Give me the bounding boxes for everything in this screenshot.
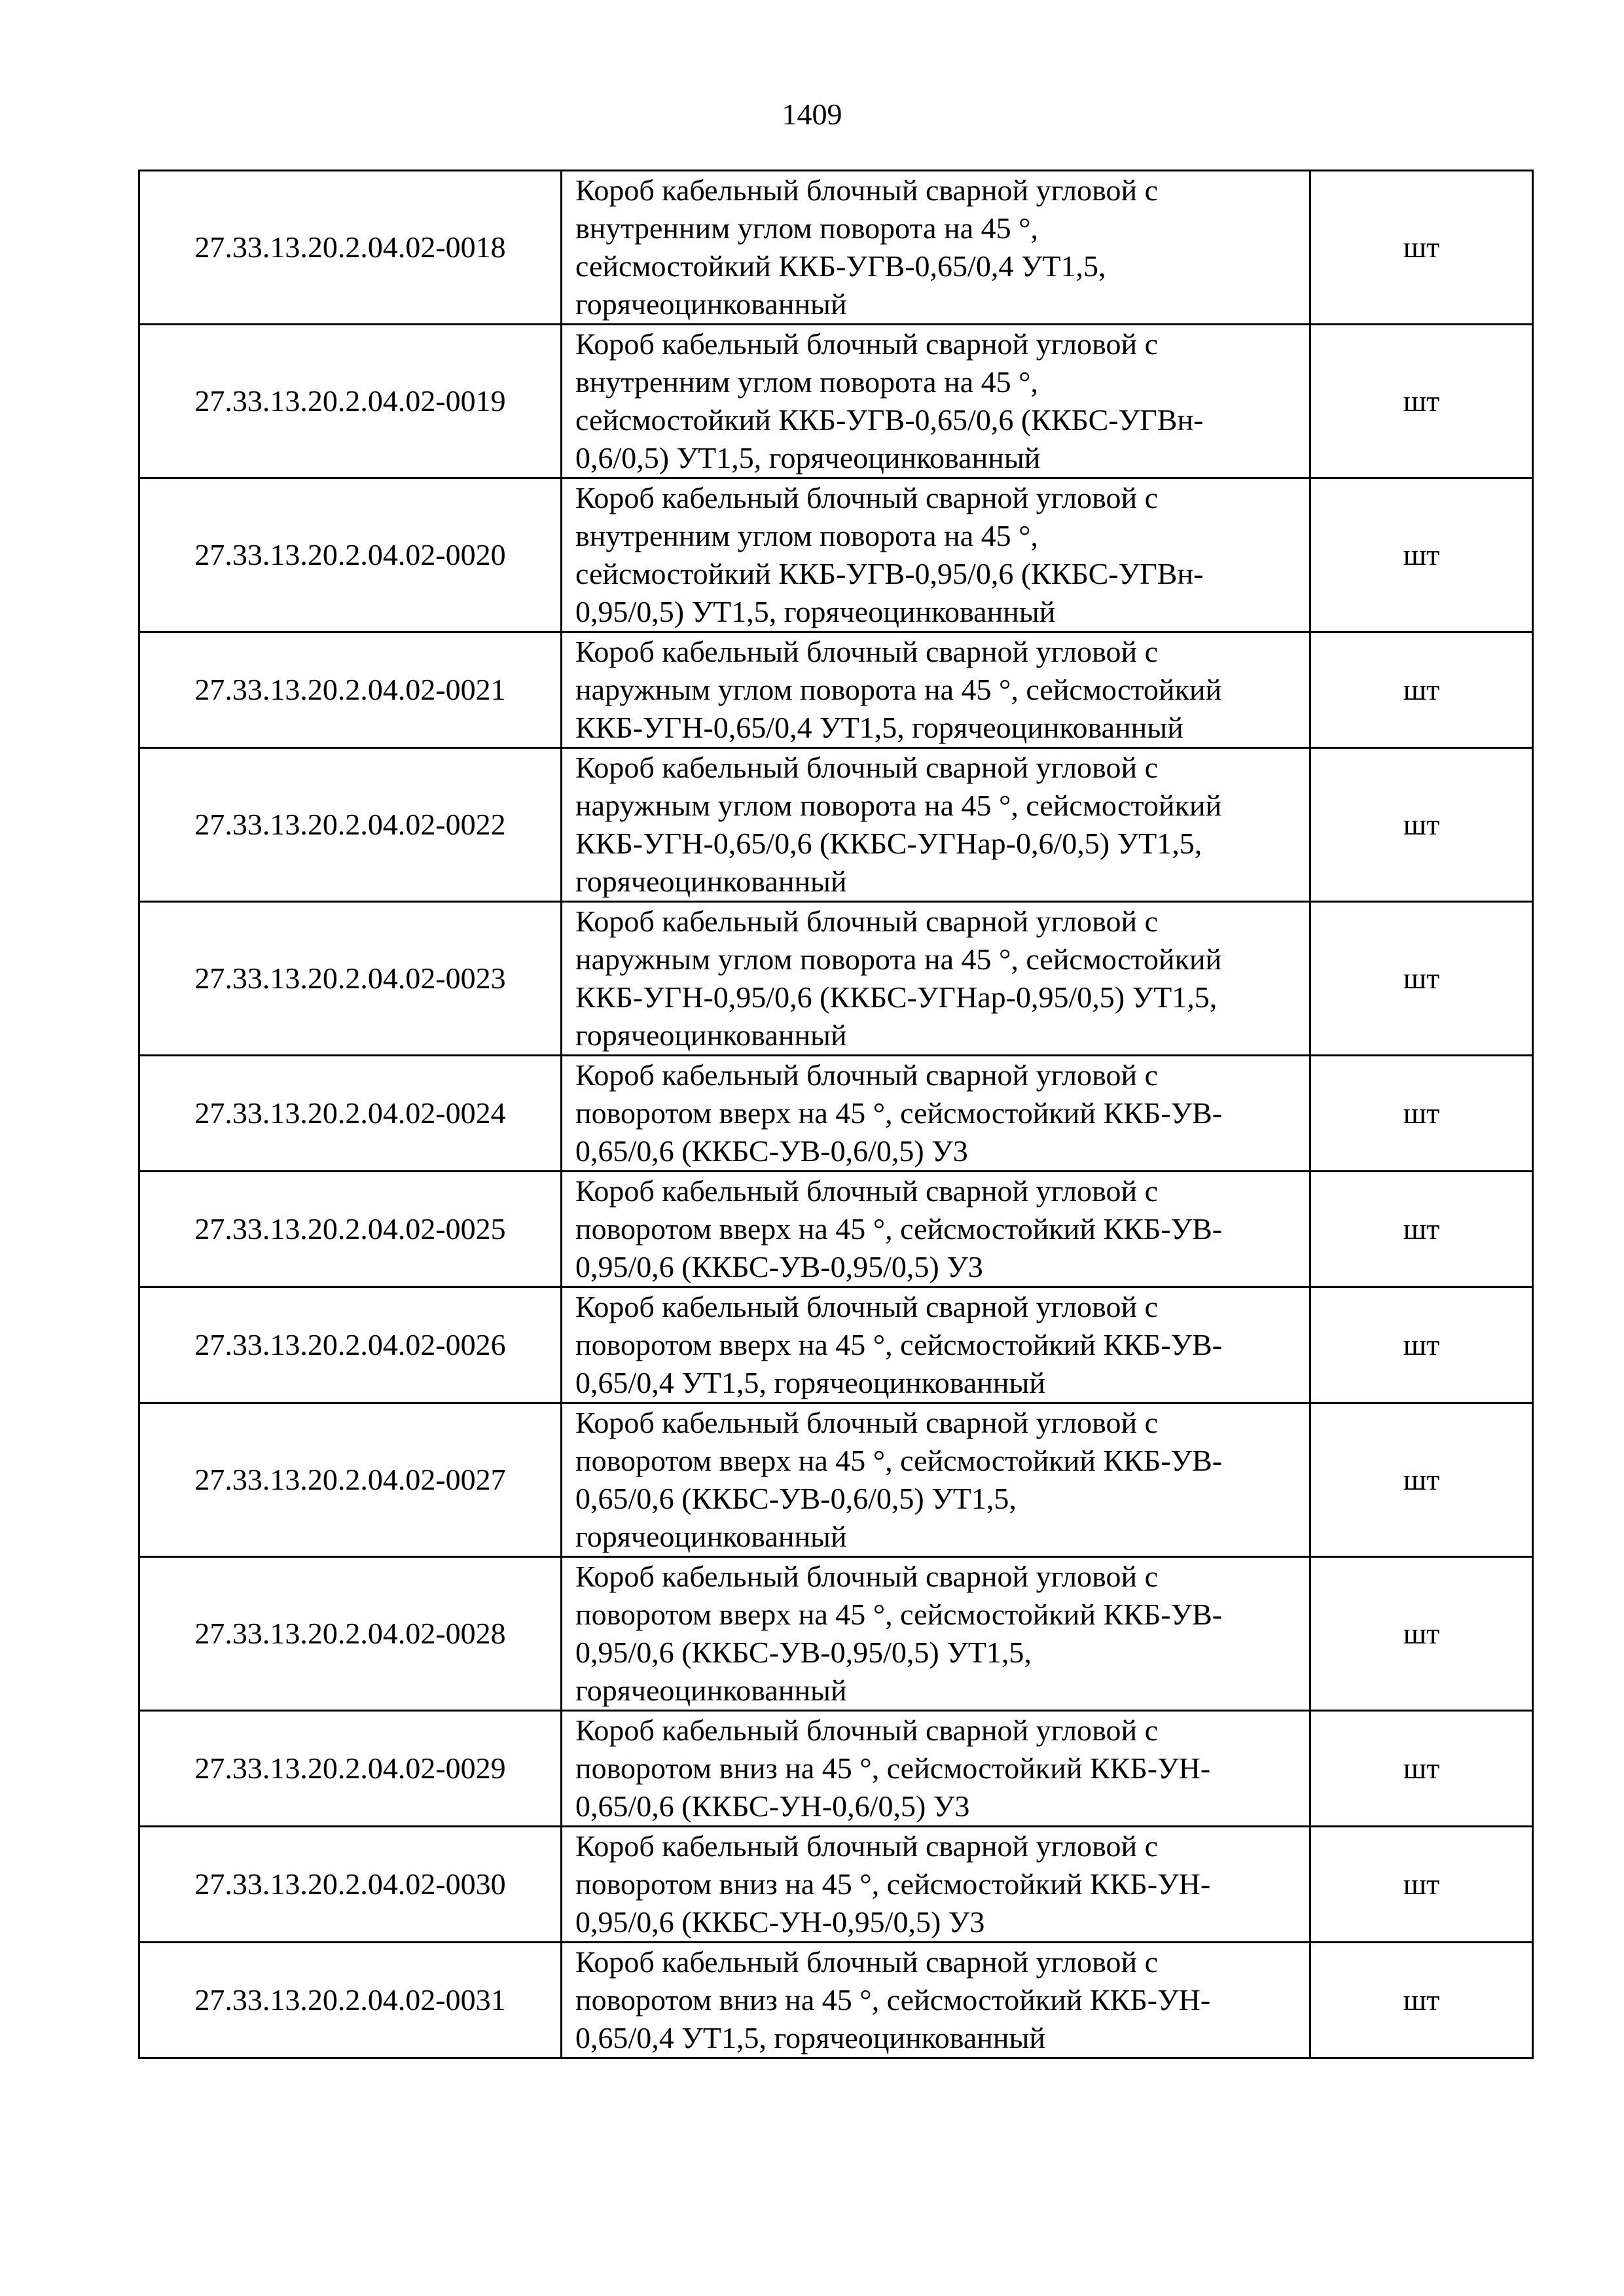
item-unit-cell: шт [1310, 1403, 1533, 1557]
item-name-cell [562, 1557, 1310, 1711]
item-code-cell: 27.33.13.20.2.04.02-0028 [139, 1557, 562, 1711]
item-name-line: 0,65/0,4 УТ1,5, горячеоцинкованный [575, 1366, 1046, 1399]
item-unit-cell: шт [1310, 1056, 1533, 1172]
item-unit-cell: шт [1310, 1827, 1533, 1943]
item-unit-cell: шт [1310, 748, 1533, 902]
item-unit-cell: шт [1310, 1287, 1533, 1403]
item-unit-cell: шт [1310, 632, 1533, 748]
item-name-line: поворотом вниз на 45 °, сейсмостойкий ККБ-УН- [575, 1751, 1211, 1785]
item-unit-cell: шт [1310, 902, 1533, 1056]
item-code-cell: 27.33.13.20.2.04.02-0031 [139, 1943, 562, 2058]
item-code-cell: 27.33.13.20.2.04.02-0025 [139, 1172, 562, 1287]
item-name-line: сейсмостойкий ККБ-УГВ-0,65/0,4 УТ1,5, [575, 249, 1106, 283]
item-name-line: Короб кабельный блочный сварной угловой с [575, 1058, 1159, 1092]
item-name-line: 0,95/0,5) УТ1,5, горячеоцинкованный [575, 595, 1056, 628]
item-name-line: горячеоцинкованный [575, 1018, 847, 1052]
item-name-line: Короб кабельный блочный сварной угловой с [575, 1174, 1159, 1208]
item-code-cell: 27.33.13.20.2.04.02-0021 [139, 632, 562, 748]
item-name-line: наружным углом поворота на 45 °, сейсмостойкий [575, 673, 1222, 706]
item-name-line: Короб кабельный блочный сварной угловой с [575, 481, 1159, 514]
items-table-body [139, 171, 1533, 2058]
table-row [139, 478, 1533, 632]
table-row [139, 1403, 1533, 1557]
table-row [139, 1172, 1533, 1287]
item-name-cell [562, 748, 1310, 902]
table-row [139, 325, 1533, 478]
item-code-cell: 27.33.13.20.2.04.02-0030 [139, 1827, 562, 1943]
item-name-cell [562, 1056, 1310, 1172]
item-name-line: горячеоцинкованный [575, 865, 847, 898]
item-unit-cell: шт [1310, 478, 1533, 632]
item-unit-cell: шт [1310, 1557, 1533, 1711]
item-unit-cell: шт [1310, 1172, 1533, 1287]
item-name-cell [562, 1172, 1310, 1287]
table-row [139, 748, 1533, 902]
item-name-line: Короб кабельный блочный сварной угловой с [575, 1290, 1159, 1323]
item-name-line: ККБ-УГН-0,65/0,6 (ККБС-УГНар-0,6/0,5) УТ1,5, [575, 827, 1202, 860]
item-name-cell [562, 171, 1310, 325]
item-name-line: поворотом вверх на 45 °, сейсмостойкий ККБ-УВ- [575, 1212, 1223, 1246]
item-unit-cell: шт [1310, 1943, 1533, 2058]
page-number: 1409 [782, 98, 842, 131]
item-name-line: горячеоцинкованный [575, 1674, 847, 1707]
item-code-cell: 27.33.13.20.2.04.02-0029 [139, 1711, 562, 1827]
item-name-cell [562, 1943, 1310, 2058]
table-row [139, 1943, 1533, 2058]
item-name-line: сейсмостойкий ККБ-УГВ-0,95/0,6 (ККБС-УГВн- [575, 557, 1204, 590]
table-row [139, 632, 1533, 748]
item-name-line: Короб кабельный блочный сварной угловой с [575, 1406, 1159, 1439]
item-name-line: внутренним углом поворота на 45 °, [575, 211, 1039, 245]
item-name-line: Короб кабельный блочный сварной угловой с [575, 751, 1159, 784]
table-row [139, 1056, 1533, 1172]
item-name-line: внутренним углом поворота на 45 °, [575, 365, 1039, 399]
item-code-cell: 27.33.13.20.2.04.02-0023 [139, 902, 562, 1056]
item-name-line: поворотом вверх на 45 °, сейсмостойкий ККБ-УВ- [575, 1598, 1223, 1631]
item-name-line: горячеоцинкованный [575, 287, 847, 321]
item-name-cell [562, 1403, 1310, 1557]
item-name-cell [562, 478, 1310, 632]
items-table [138, 170, 1534, 2059]
table-row [139, 1827, 1533, 1943]
item-name-cell [562, 902, 1310, 1056]
item-code-cell: 27.33.13.20.2.04.02-0027 [139, 1403, 562, 1557]
item-name-line: Короб кабельный блочный сварной угловой с [575, 173, 1159, 207]
item-name-line: поворотом вниз на 45 °, сейсмостойкий ККБ-УН- [575, 1983, 1211, 2017]
item-name-line: Короб кабельный блочный сварной угловой с [575, 327, 1159, 361]
item-name-line: Короб кабельный блочный сварной угловой с [575, 905, 1159, 938]
item-name-line: поворотом вверх на 45 °, сейсмостойкий ККБ-УВ- [575, 1444, 1223, 1477]
item-name-line: горячеоцинкованный [575, 1520, 847, 1553]
item-name-line: 0,65/0,6 (ККБС-УВ-0,6/0,5) УТ1,5, [575, 1482, 1017, 1515]
item-name-line: поворотом вверх на 45 °, сейсмостойкий ККБ-УВ- [575, 1328, 1223, 1361]
item-name-line: поворотом вверх на 45 °, сейсмостойкий ККБ-УВ- [575, 1096, 1223, 1130]
item-code-cell: 27.33.13.20.2.04.02-0019 [139, 325, 562, 478]
item-name-cell [562, 1711, 1310, 1827]
item-name-line: ККБ-УГН-0,65/0,4 УТ1,5, горячеоцинкованный [575, 711, 1183, 744]
item-name-line: 0,95/0,6 (ККБС-УВ-0,95/0,5) УТ1,5, [575, 1636, 1032, 1669]
table-row [139, 902, 1533, 1056]
item-name-cell [562, 1827, 1310, 1943]
item-name-line: Короб кабельный блочный сварной угловой с [575, 1560, 1159, 1593]
item-name-line: наружным углом поворота на 45 °, сейсмостойкий [575, 942, 1222, 976]
item-name-line: 0,6/0,5) УТ1,5, горячеоцинкованный [575, 441, 1041, 475]
item-code-cell: 27.33.13.20.2.04.02-0020 [139, 478, 562, 632]
item-name-cell [562, 632, 1310, 748]
table-row [139, 171, 1533, 325]
item-name-line: ККБ-УГН-0,95/0,6 (ККБС-УГНар-0,95/0,5) УТ1,5, [575, 980, 1218, 1014]
table-row [139, 1287, 1533, 1403]
item-name-line: 0,95/0,6 (ККБС-УВ-0,95/0,5) У3 [575, 1250, 983, 1283]
item-code-cell: 27.33.13.20.2.04.02-0026 [139, 1287, 562, 1403]
item-name-line: Короб кабельный блочный сварной угловой с [575, 1713, 1159, 1747]
item-name-cell [562, 1287, 1310, 1403]
item-name-line: 0,65/0,6 (ККБС-УН-0,6/0,5) У3 [575, 1789, 970, 1823]
item-name-cell [562, 325, 1310, 478]
item-name-line: 0,65/0,6 (ККБС-УВ-0,6/0,5) У3 [575, 1134, 968, 1168]
table-row [139, 1557, 1533, 1711]
item-unit-cell: шт [1310, 171, 1533, 325]
item-name-line: Короб кабельный блочный сварной угловой с [575, 1829, 1159, 1863]
item-name-line: 0,95/0,6 (ККБС-УН-0,95/0,5) У3 [575, 1905, 985, 1939]
item-name-line: поворотом вниз на 45 °, сейсмостойкий ККБ-УН- [575, 1867, 1211, 1901]
item-code-cell: 27.33.13.20.2.04.02-0018 [139, 171, 562, 325]
item-unit-cell: шт [1310, 325, 1533, 478]
item-name-line: Короб кабельный блочный сварной угловой с [575, 1945, 1159, 1979]
item-code-cell: 27.33.13.20.2.04.02-0024 [139, 1056, 562, 1172]
item-name-line: Короб кабельный блочный сварной угловой с [575, 635, 1159, 668]
item-name-line: сейсмостойкий ККБ-УГВ-0,65/0,6 (ККБС-УГВн- [575, 403, 1204, 437]
item-name-line: 0,65/0,4 УТ1,5, горячеоцинкованный [575, 2021, 1046, 2054]
item-name-line: внутренним углом поворота на 45 °, [575, 519, 1039, 552]
item-code-cell: 27.33.13.20.2.04.02-0022 [139, 748, 562, 902]
item-unit-cell: шт [1310, 1711, 1533, 1827]
item-name-line: наружным углом поворота на 45 °, сейсмостойкий [575, 789, 1222, 822]
table-row [139, 1711, 1533, 1827]
